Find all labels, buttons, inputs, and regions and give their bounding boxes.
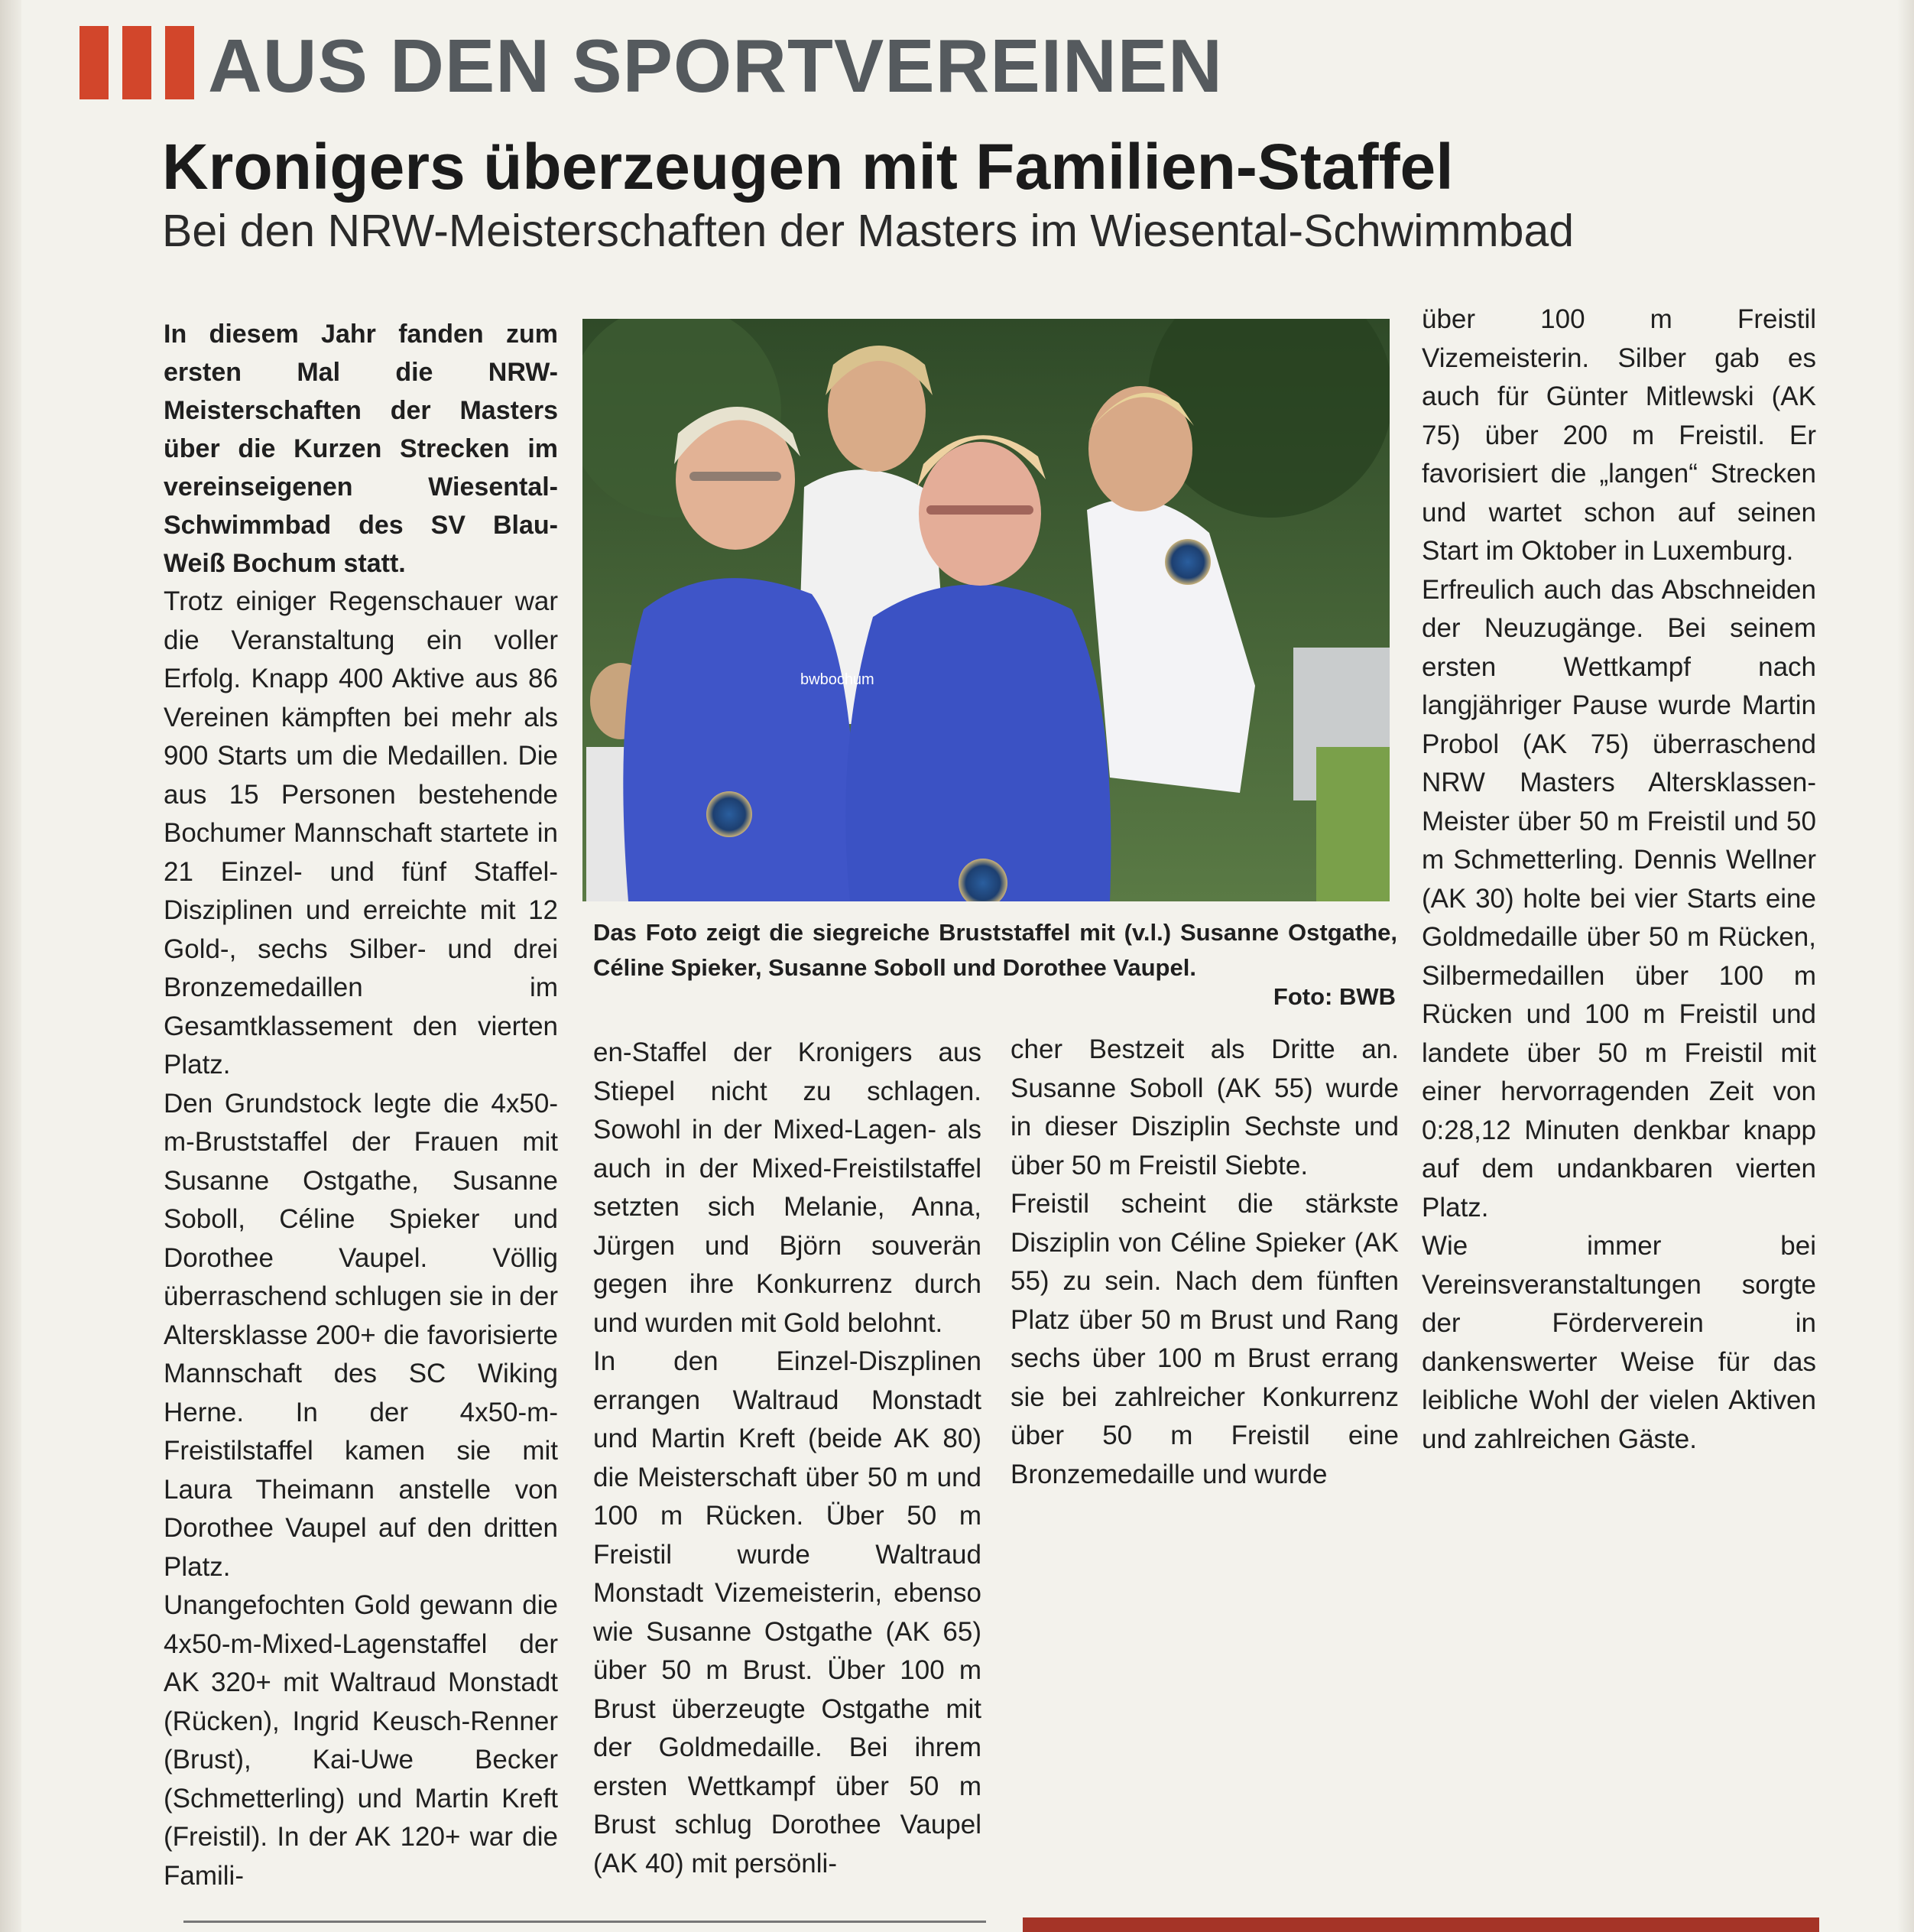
- article-column-3: [1011, 1031, 1399, 1494]
- article-headline: Kronigers überzeugen mit Familien-Staffel: [162, 131, 1454, 203]
- paragraph: cher Bestzeit als Dritte an. Susanne Soboll (AK 55) wurde in dieser Disziplin Sechste und über 50 m Freistil Siebte.: [1011, 1034, 1399, 1180]
- jacket-logo: bwbochum: [800, 671, 874, 688]
- article-column-2: [593, 1034, 981, 1883]
- paragraph: Wie immer bei Vereinsveranstaltungen sorgte der Förderverein in dankenswerter Weise für das leibliche Wohl der vielen Aktiven und zahlreichen Gäste.: [1422, 1231, 1816, 1454]
- photo-credit: Foto: BWB: [1273, 983, 1396, 1010]
- article-subheadline: Bei den NRW-Meisterschaften der Masters im Wiesental-Schwimmbad: [162, 206, 1575, 256]
- photo-caption: Das Foto zeigt die siegreiche Bruststaffel mit (v.l.) Susanne Ostgathe, Céline Spieker, Susanne Soboll und Dorothee Vaupel.: [593, 919, 1397, 981]
- article-column-4: [1422, 300, 1816, 1459]
- paragraph: Erfreulich auch das Abschneiden der Neuzugänge. Bei seinem ersten Wettkampf nach langjähriger Pause wurde Martin Probol (AK 75) überraschend NRW Masters Altersklassen-Meister über 50 m Freistil und 50 m Schmetterling. Dennis Wellner (AK 30) holte bei vier Starts eine Goldmedaille über 50 m Rücken, Silbermedaillen über 100 m Rücken und 100 m Freistil und landete über 50 m Freistil mit einer hervorragenden Zeit von 0:28,12 Minuten denkbar knapp auf dem undankbaren vierten Platz.: [1422, 574, 1816, 1223]
- article-lead: In diesem Jahr fanden zum ersten Mal die NRW-Meisterschaften der Masters über die Kurzen Strecken im vereinseigenen Wiesental-Schwimmbad des SV Blau-Weiß Bochum statt.: [164, 320, 558, 578]
- article-column-1: [164, 315, 558, 1895]
- page-edge-right: [1897, 0, 1914, 1932]
- section-title: AUS DEN SPORTVEREINEN: [208, 24, 1223, 108]
- paragraph: Den Grundstock legte die 4x50-m-Bruststaffel der Frauen mit Susanne Ostgathe, Susanne Soboll, Céline Spieker und Dorothee Vaupel. Völlig überraschend schlugen sie in der Altersklasse 200+ die favorisierte Mannschaft des SC Wiking Herne. In der 4x50-m-Freistilstaffel kamen sie mit Laura Theimann anstelle von Dorothee Vaupel auf den dritten Platz.: [164, 1088, 558, 1582]
- page-edge-left: [0, 0, 21, 1932]
- team-photo: [582, 319, 1390, 901]
- paragraph: In den Einzel-Diszplinen errangen Waltraud Monstadt und Martin Kreft (beide AK 80) die Meisterschaft über 50 m und 100 m Rücken. Über 50 m Freistil wurde Waltraud Monstadt Vizemeisterin, ebenso wie Susanne Ostgathe (AK 65) über 50 m Brust. Über 100 m Brust überzeugte Ostgathe mit der Goldmedaille. Bei ihrem ersten Wettkampf über 50 m Brust schlug Dorothee Vaupel (AK 40) mit persönli-: [593, 1346, 981, 1878]
- footer-rule: [183, 1921, 986, 1923]
- footer-accent-bar: [1023, 1917, 1819, 1932]
- paragraph: Unangefochten Gold gewann die 4x50-m-Mixed-Lagenstaffel der AK 320+ mit Waltraud Monstadt (Rücken), Ingrid Keusch-Renner (Brust), Kai-Uwe Becker (Schmetterling) und Martin Kreft (Freistil). In der AK 120+ war die Famili-: [164, 1590, 558, 1891]
- paragraph: Trotz einiger Regenschauer war die Veranstaltung ein voller Erfolg. Knapp 400 Aktive aus 86 Vereinen kämpften bei mehr als 900 Starts um die Medaillen. Die aus 15 Personen bestehende Bochumer Mannschaft startete in 21 Einzel- und fünf Staffel-Disziplinen und erreichte mit 12 Gold-, sechs Silber- und drei Bronzemedaillen im Gesamtklassement den vierten Platz.: [164, 586, 558, 1080]
- paragraph: en-Staffel der Kronigers aus Stiepel nicht zu schlagen. Sowohl in der Mixed-Lagen- als auch in der Mixed-Freistilstaffel setzten sich Melanie, Anna, Jürgen und Björn souverän gegen ihre Konkurrenz durch und wurden mit Gold belohnt.: [593, 1037, 981, 1338]
- paragraph: Freistil scheint die stärkste Disziplin von Céline Spieker (AK 55) zu sein. Nach dem fünften Platz über 50 m Brust und Rang sechs über 100 m Brust errang sie bei zahlreicher Konkurrenz über 50 m Freistil eine Bronzemedaille und wurde: [1011, 1189, 1399, 1489]
- paragraph: über 100 m Freistil Vizemeisterin. Silber gab es auch für Günter Mitlewski (AK 75) über 200 m Freistil. Er favorisiert die „langen“ Strecken und wartet schon auf seinen Start im Oktober in Luxemburg.: [1422, 304, 1816, 566]
